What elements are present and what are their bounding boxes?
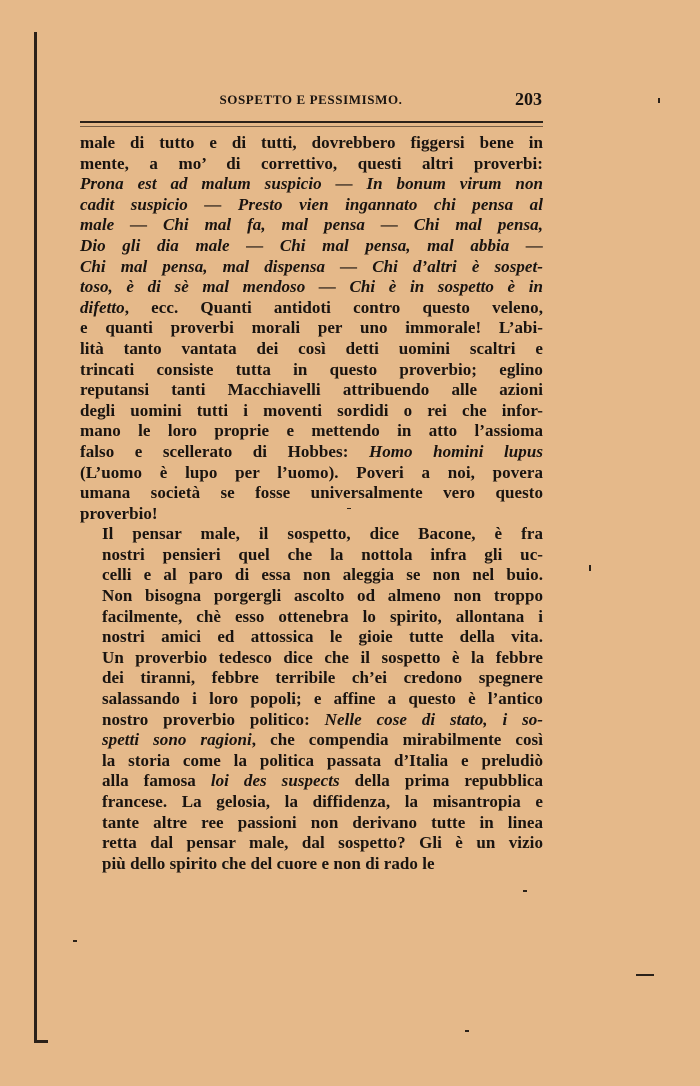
text-run: celli e al paro di essa non aleggia se non nel buio. bbox=[102, 565, 543, 585]
text-line bbox=[80, 463, 543, 484]
text-line bbox=[80, 215, 543, 236]
text-run: nostro proverbio politico: bbox=[102, 709, 325, 729]
italic-text: cadit suspicio — Presto vien ingannato chi pensa al bbox=[80, 194, 543, 214]
text-line bbox=[80, 771, 543, 792]
text-line bbox=[80, 586, 543, 607]
text-line bbox=[80, 257, 543, 278]
text-run: Un proverbio tedesco dice che il sospetto è la febbre bbox=[102, 647, 543, 667]
text-line bbox=[80, 648, 543, 669]
italic-text: Chi mal pensa, mal dispensa — Chi d’altri è sospet- bbox=[80, 256, 543, 276]
text-run: trincati consiste tutta in questo proverbio; eglino bbox=[80, 359, 543, 379]
text-run: mente, a mo’ di correttivo, questi altri proverbi: bbox=[80, 153, 543, 173]
page-number: 203 bbox=[515, 89, 542, 109]
text-run: Non bisogna porgergli ascolto od almeno non troppo bbox=[102, 586, 543, 606]
text-run: , che compendia mirabilmente così bbox=[251, 730, 543, 750]
text-run: nostri amici ed attossica le gioie tutte della vita. bbox=[102, 627, 543, 647]
print-speck bbox=[658, 98, 660, 103]
text-run: alla famosa bbox=[102, 771, 211, 791]
text-line bbox=[80, 154, 543, 175]
text-run: proverbio! bbox=[80, 503, 158, 523]
italic-text: loi des suspects bbox=[210, 771, 340, 791]
text-run: e quanti proverbi morali per uno immorale! L’abi- bbox=[80, 318, 543, 338]
text-line bbox=[80, 298, 543, 319]
text-line bbox=[80, 833, 543, 854]
text-line bbox=[80, 854, 543, 875]
text-line bbox=[80, 689, 543, 710]
text-run: nostri pensieri quel che la nottola infra gli uc- bbox=[102, 544, 543, 564]
text-line bbox=[80, 174, 543, 195]
body-text bbox=[80, 133, 543, 874]
running-head bbox=[80, 89, 542, 112]
text-run: lità tanto vantata dei così detti uomini scaltri e bbox=[80, 338, 543, 358]
text-line bbox=[80, 730, 543, 751]
text-run: della prima repubblica bbox=[339, 771, 544, 791]
italic-text: Prona est ad malum suspicio — In bonum virum non bbox=[80, 174, 543, 194]
text-line bbox=[80, 360, 543, 381]
text-line bbox=[80, 524, 543, 545]
text-line bbox=[80, 751, 543, 772]
text-run: retta dal pensar male, dal sospetto? Gli è un vizio bbox=[102, 833, 543, 853]
text-line bbox=[80, 339, 543, 360]
italic-text: toso, è di sè mal mendoso — Chi è in sospetto è in bbox=[80, 277, 543, 297]
print-speck bbox=[523, 890, 527, 892]
running-title: SOSPETTO E PESSIMISMO. bbox=[219, 92, 403, 107]
italic-text: Dio gli dia male — Chi mal pensa, mal abbia — bbox=[80, 235, 543, 255]
text-line bbox=[80, 442, 543, 463]
text-line bbox=[80, 133, 543, 154]
text-run: falso e scellerato di Hobbes: bbox=[80, 441, 369, 461]
text-run: reputansi tanti Macchiavelli attribuendo alle azioni bbox=[80, 380, 543, 400]
text-run: mano le loro proprie e mettendo in atto l’assioma bbox=[80, 421, 543, 441]
text-line bbox=[80, 195, 543, 216]
italic-text: male — Chi mal fa, mal pensa — Chi mal pensa, bbox=[80, 215, 543, 235]
text-line bbox=[80, 545, 543, 566]
italic-text: Nelle cose di stato, i so- bbox=[324, 709, 544, 729]
text-line bbox=[80, 813, 543, 834]
text-line bbox=[80, 565, 543, 586]
header-rule-thin bbox=[80, 126, 543, 127]
print-speck bbox=[73, 940, 77, 942]
text-line bbox=[80, 318, 543, 339]
print-speck bbox=[589, 565, 591, 571]
text-line bbox=[80, 401, 543, 422]
text-run: Il pensar male, il sospetto, dice Bacone, è fra bbox=[102, 524, 543, 544]
text-line bbox=[80, 421, 543, 442]
text-run: (L’uomo è lupo per l’uomo). Poveri a noi, povera bbox=[80, 462, 543, 482]
text-line bbox=[80, 710, 543, 731]
text-run: più dello spirito che del cuore e non di rado le bbox=[102, 853, 435, 873]
text-line bbox=[80, 607, 543, 628]
text-line bbox=[80, 504, 543, 525]
text-run: francese. La gelosia, la diffidenza, la misantropia e bbox=[102, 792, 543, 811]
text-line bbox=[80, 792, 543, 813]
header-rule bbox=[80, 121, 543, 123]
italic-text: difetto bbox=[80, 297, 125, 317]
paragraph bbox=[80, 524, 543, 874]
text-run: male di tutto e di tutti, dovrebbero figgersi bene in bbox=[80, 133, 543, 152]
text-line bbox=[80, 380, 543, 401]
text-line bbox=[80, 627, 543, 648]
italic-text: Homo homini lupus bbox=[368, 441, 543, 461]
print-speck bbox=[347, 508, 351, 509]
text-run: facilmente, chè esso ottenebra lo spirito, allontana i bbox=[102, 606, 543, 626]
page-edge-mark bbox=[34, 1040, 48, 1043]
text-run: tante altre ree passioni non derivano tutte in linea bbox=[102, 812, 543, 832]
paragraph bbox=[80, 133, 543, 524]
text-line bbox=[80, 236, 543, 257]
text-run: umana società se fosse universalmente vero questo bbox=[80, 483, 543, 503]
text-run: la storia come la politica passata d’Italia e preludiò bbox=[102, 750, 543, 770]
text-line bbox=[80, 277, 543, 298]
print-speck bbox=[465, 1030, 469, 1032]
text-run: degli uomini tutti i moventi sordidi o rei che infor- bbox=[80, 400, 543, 420]
italic-text: spetti sono ragioni bbox=[102, 730, 252, 750]
text-run: , ecc. Quanti antidoti contro questo veleno, bbox=[124, 297, 543, 317]
text-line bbox=[80, 668, 543, 689]
text-run: dei tiranni, febbre terribile ch’ei credono spegnere bbox=[102, 668, 543, 688]
print-speck bbox=[636, 974, 654, 976]
page-edge-line bbox=[34, 32, 37, 1042]
text-run: salassando i loro popoli; e affine a questo è l’antico bbox=[102, 689, 543, 709]
text-line bbox=[80, 483, 543, 504]
